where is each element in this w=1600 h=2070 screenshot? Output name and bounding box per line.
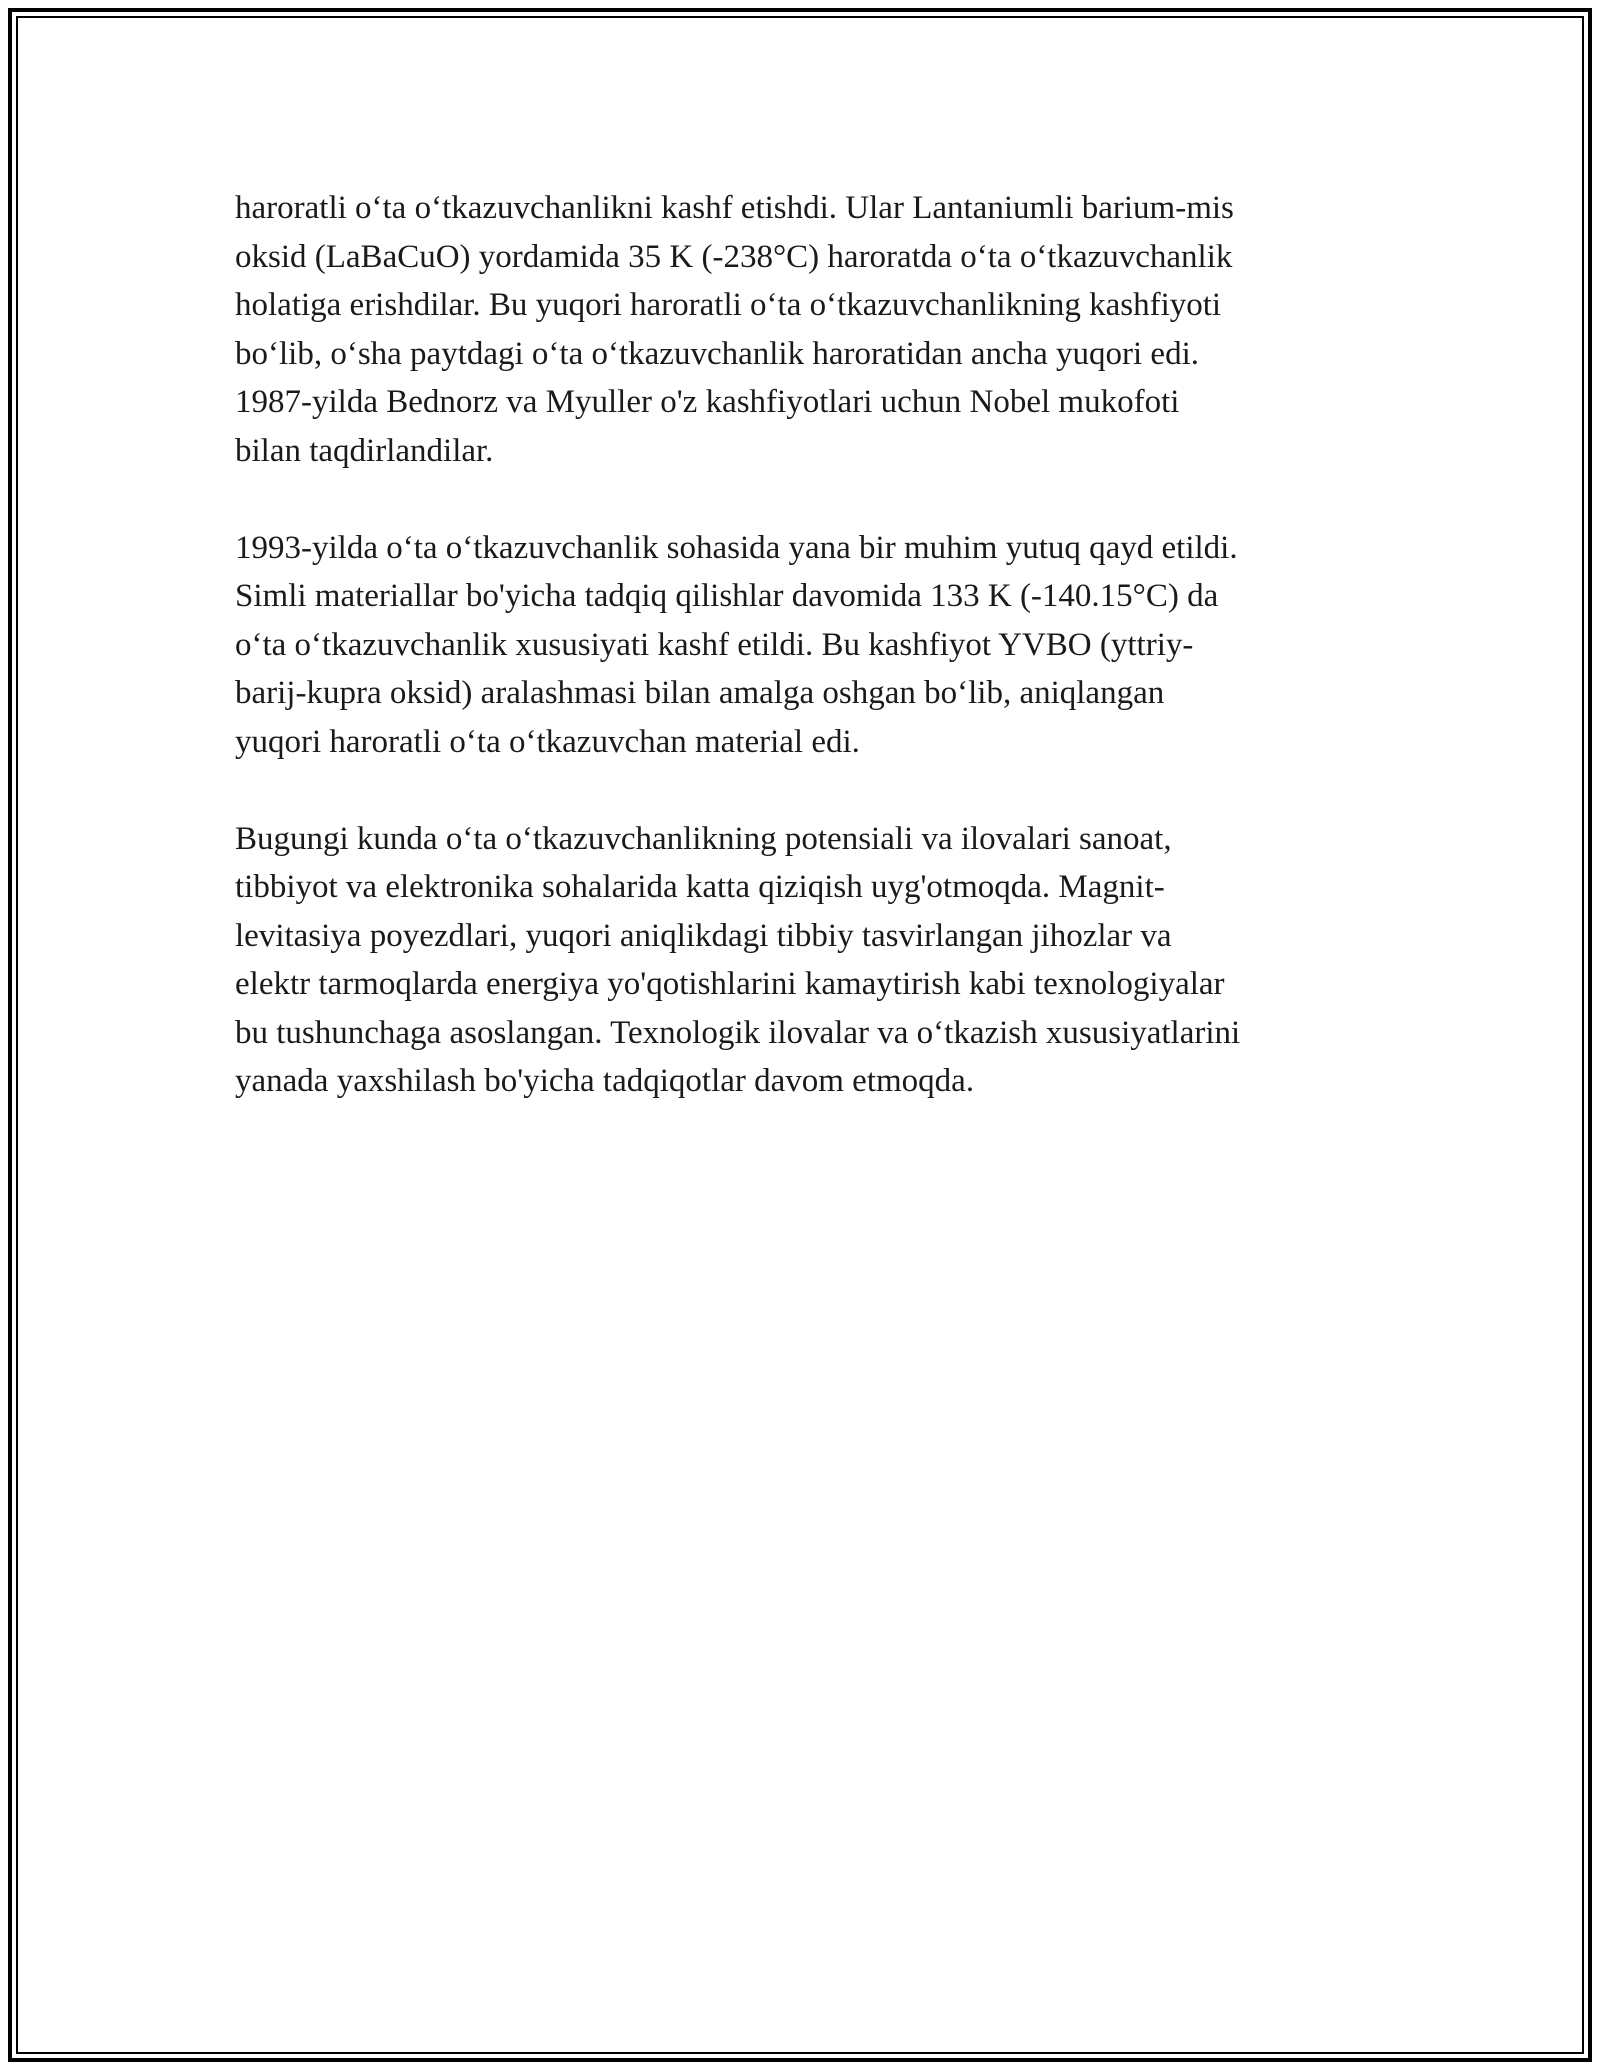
text-line: o‘ta o‘tkazuvchanlik xususiyati kashf etildi. Bu kashfiyot YVBO (yttriy-: [235, 626, 1194, 663]
text-line: oksid (LaBaCuO) yordamida 35 K (-238°C) haroratda o‘ta o‘tkazuvchanlik: [235, 238, 1233, 275]
text-line: tibbiyot va elektronika sohalarida katta qiziqish uyg'otmoqda. Magnit-: [235, 869, 1165, 905]
paragraph-1: [235, 184, 1385, 475]
text-line: Simli materiallar bo'yicha tadqiq qilishlar davomida 133 K (-140.15°C) da: [235, 578, 1219, 614]
text-line: levitasiya poyezdlari, yuqori aniqlikdagi tibbiy tasvirlangan jihozlar va: [235, 917, 1172, 954]
text-line: 1987-yilda Bednorz va Myuller o'z kashfiyotlari uchun Nobel mukofoti: [235, 384, 1180, 420]
paragraph-2: [235, 524, 1385, 767]
text-line: bu tushunchaga asoslangan. Texnologik ilovalar va o‘tkazish xususiyatlarini: [235, 1014, 1241, 1051]
text-line: bo‘lib, o‘sha paytdagi o‘ta o‘tkazuvchanlik haroratidan ancha yuqori edi.: [235, 335, 1199, 372]
text-line: Bugungi kunda o‘ta o‘tkazuvchanlikning potensiali va ilovalari sanoat,: [235, 820, 1172, 857]
text-line: yanada yaxshilash bo'yicha tadqiqotlar davom etmoqda.: [235, 1063, 975, 1099]
document-body: [235, 184, 1385, 1154]
paragraph-3: [235, 815, 1385, 1106]
text-line: haroratli o‘ta o‘tkazuvchanlikni kashf etishdi. Ular Lantaniumli barium-mis: [235, 190, 1234, 226]
text-line: 1993-yilda o‘ta o‘tkazuvchanlik sohasida yana bir muhim yutuq qayd etildi.: [235, 529, 1238, 566]
text-line: yuqori haroratli o‘ta o‘tkazuvchan material edi.: [235, 723, 860, 760]
text-line: barij-kupra oksid) aralashmasi bilan amalga oshgan bo‘lib, aniqlangan: [235, 675, 1165, 711]
text-line: elektr tarmoqlarda energiya yo'qotishlarini kamaytirish kabi texnologiyalar: [235, 966, 1225, 1002]
text-line: holatiga erishdilar. Bu yuqori haroratli o‘ta o‘tkazuvchanlikning kashfiyoti: [235, 287, 1222, 323]
text-line: bilan taqdirlandilar.: [235, 432, 494, 469]
